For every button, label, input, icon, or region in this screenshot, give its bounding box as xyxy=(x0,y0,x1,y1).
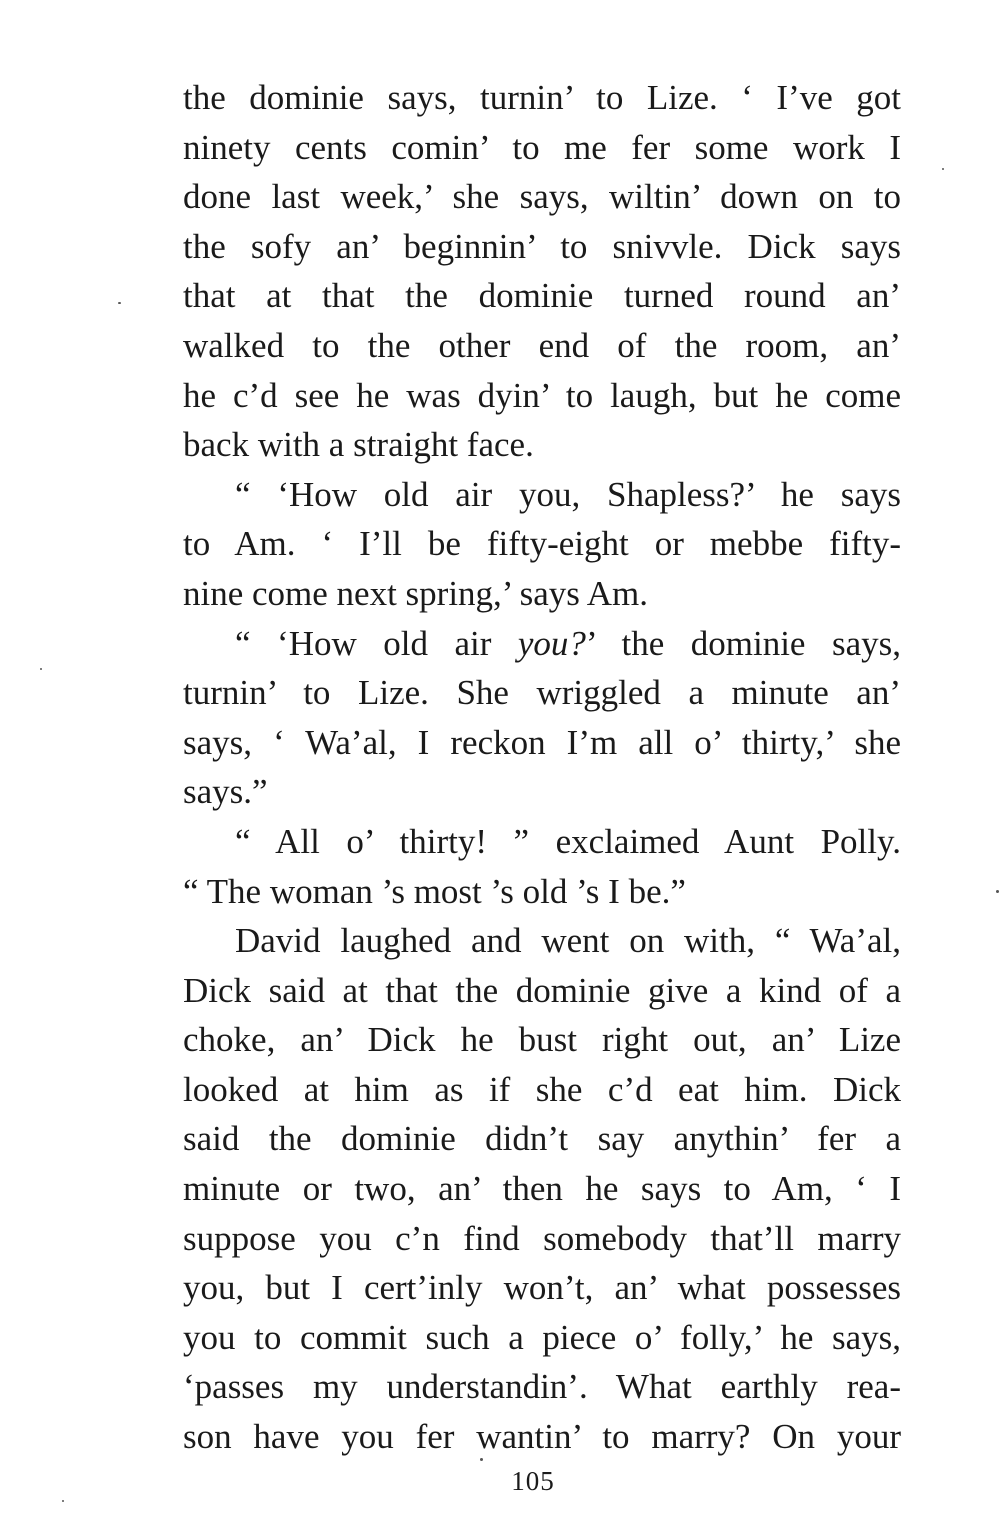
text-line: done last week,’ she says, wiltin’ down on to xyxy=(183,177,901,217)
body-text xyxy=(183,73,901,1462)
text-line: that at that the dominie turned round an’ xyxy=(183,276,901,316)
text-line: the sofy an’ beginnin’ to snivvle. Dick says xyxy=(183,226,901,266)
scan-speck xyxy=(40,668,42,670)
text-line: “ All o’ thirty! ” exclaimed Aunt Polly. xyxy=(235,821,901,861)
text-line: choke, an’ Dick he bust right out, an’ Lize xyxy=(183,1020,901,1060)
text-line: suppose you c’n find somebody that’ll marry xyxy=(183,1218,901,1258)
scan-speck xyxy=(62,1500,64,1502)
text-line: said the dominie didn’t say anythin’ fer a xyxy=(183,1119,901,1159)
text-line: to Am. ‘ I’ll be fifty-eight or mebbe fifty- xyxy=(183,524,901,564)
scan-speck xyxy=(480,1458,483,1461)
text-line: “ ‘How old air you, Shapless?’ he says xyxy=(235,474,901,514)
text-line: looked at him as if she c’d eat him. Dick xyxy=(183,1069,901,1109)
text-line: “ The woman ’s most ’s old ’s I be.” xyxy=(183,871,686,911)
text-line: he c’d see he was dyin’ to laugh, but he come xyxy=(183,375,901,415)
scan-speck xyxy=(118,302,121,304)
italic-word: you? xyxy=(517,623,586,663)
text-line: Dick said at that the dominie give a kind of a xyxy=(183,970,901,1010)
scan-speck xyxy=(996,890,999,893)
text-line: nine come next spring,’ says Am. xyxy=(183,573,648,613)
text-line: says.” xyxy=(183,772,268,812)
text-line: minute or two, an’ then he says to Am, ‘ I xyxy=(183,1169,901,1209)
text-line: “ ‘How old air you?’ the dominie says, xyxy=(235,623,901,663)
page-number: 105 xyxy=(511,1466,555,1496)
text-line: David laughed and went on with, “ Wa’al, xyxy=(235,921,901,961)
text-line: you to commit such a piece o’ folly,’ he says, xyxy=(183,1317,901,1357)
text-line: you, but I cert’inly won’t, an’ what possesses xyxy=(183,1268,901,1308)
text-line: says, ‘ Wa’al, I reckon I’m all o’ thirty,’ she xyxy=(183,722,901,762)
text-line: turnin’ to Lize. She wriggled a minute an’ xyxy=(183,673,901,713)
text-line: walked to the other end of the room, an’ xyxy=(183,325,901,365)
text-line: the dominie says, turnin’ to Lize. ‘ I’ve got xyxy=(183,78,901,117)
text-line: son have you fer wantin’ to marry? On your xyxy=(183,1417,901,1457)
text-line: ninety cents comin’ to me fer some work I xyxy=(183,127,901,167)
text-line: ‘passes my understandin’. What earthly rea- xyxy=(183,1367,901,1407)
scan-speck xyxy=(942,168,944,170)
text-line: back with a straight face. xyxy=(183,425,534,465)
